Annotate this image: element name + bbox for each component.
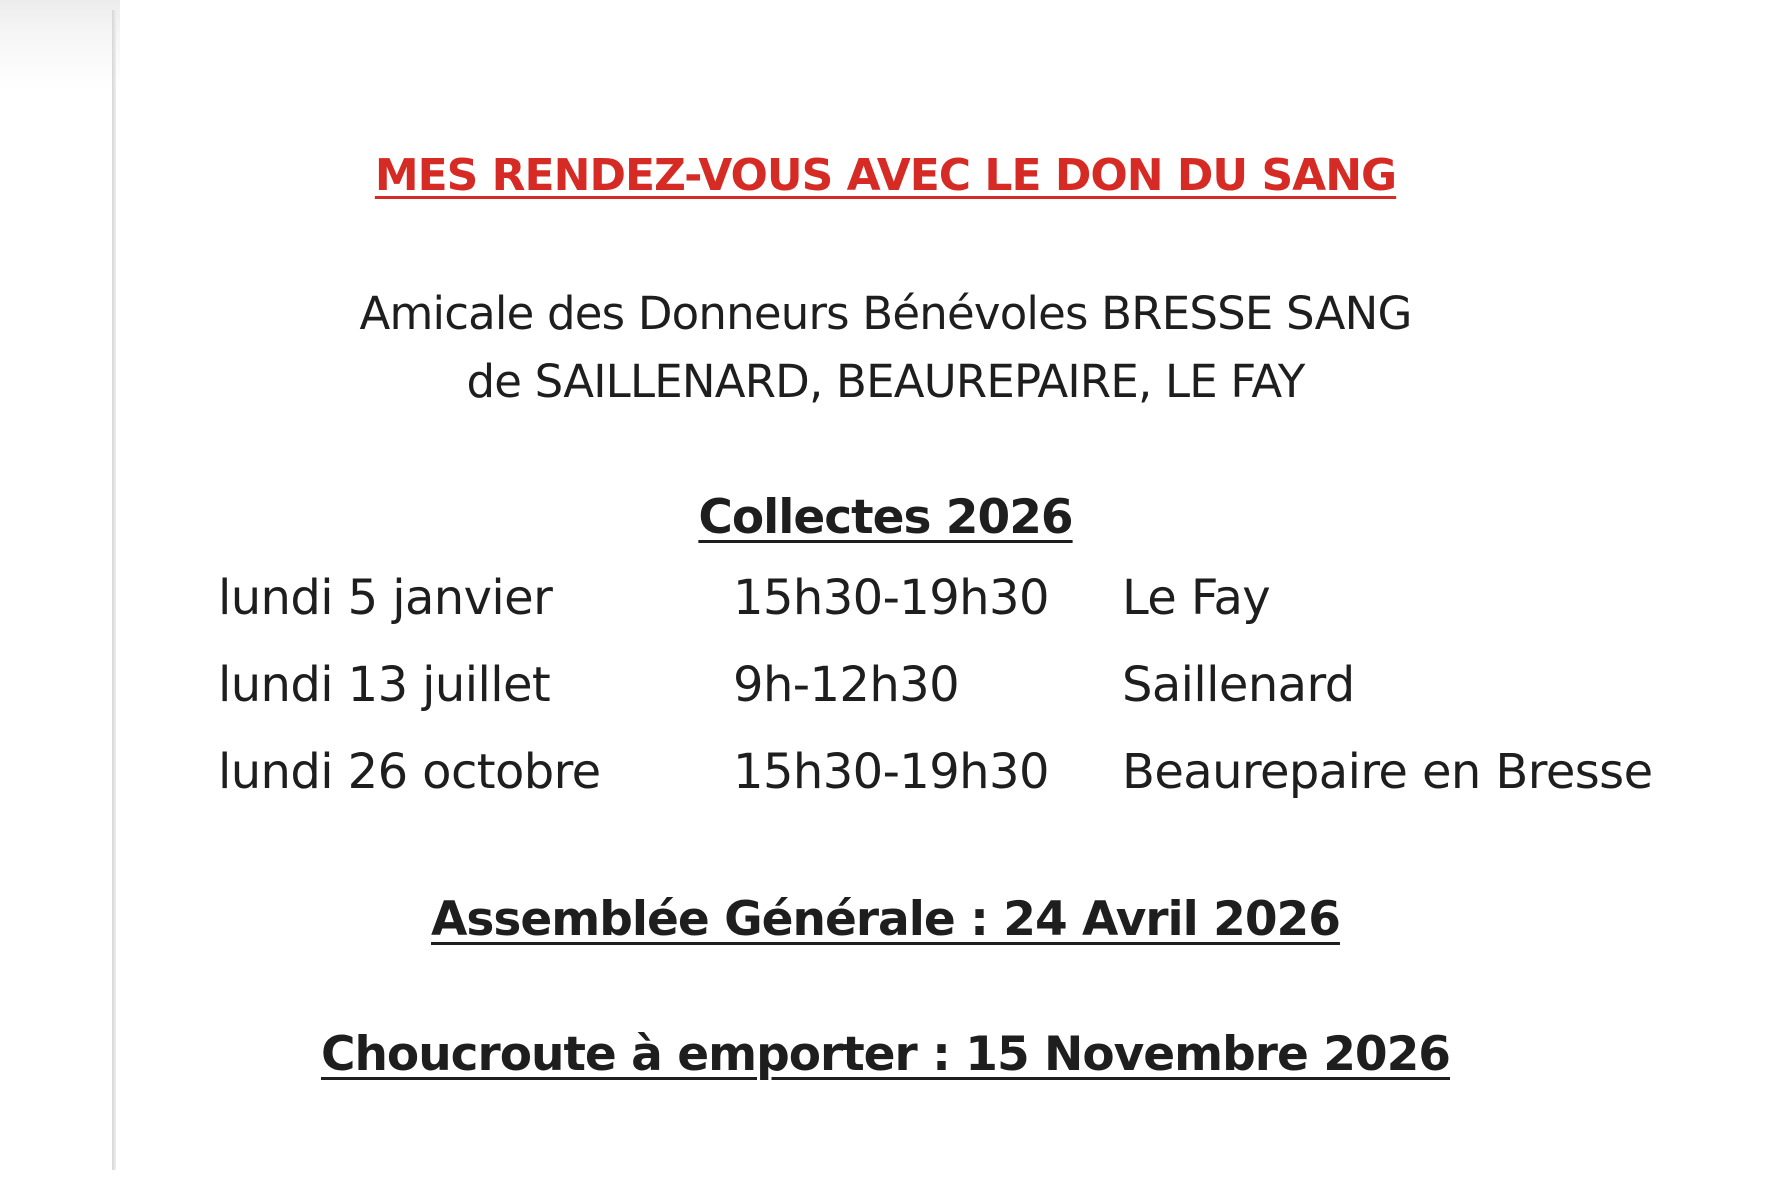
- schedule-time: 15h30-19h30: [733, 744, 1049, 800]
- schedule-time: 15h30-19h30: [733, 570, 1049, 626]
- schedule-place: Saillenard: [1122, 657, 1355, 713]
- collections-schedule: [218, 570, 1698, 831]
- schedule-time: 9h-12h30: [733, 657, 960, 713]
- scan-shadow: [0, 0, 120, 90]
- document-title-text: MES RENDEZ-VOUS AVEC LE DON DU SANG: [374, 150, 1397, 201]
- schedule-row: [218, 570, 1698, 657]
- schedule-place: Le Fay: [1122, 570, 1271, 626]
- collections-heading-text: Collectes 2026: [698, 490, 1073, 545]
- association-name: Amicale des Donneurs Bénévoles BRESSE SANG: [359, 287, 1412, 340]
- schedule-row: [218, 657, 1698, 744]
- schedule-date: lundi 5 janvier: [218, 570, 553, 626]
- choucroute-event: [0, 1027, 1771, 1082]
- association-villages: de SAILLENARD, BEAUREPAIRE, LE FAY: [466, 355, 1305, 408]
- collections-heading: [0, 490, 1771, 545]
- general-assembly-text: Assemblée Générale : 24 Avril 2026: [431, 892, 1340, 947]
- schedule-date: lundi 13 juillet: [218, 657, 551, 713]
- choucroute-event-text: Choucroute à emporter : 15 Novembre 2026: [320, 1027, 1451, 1082]
- general-assembly: [0, 892, 1771, 947]
- document-title: [0, 150, 1771, 201]
- schedule-date: lundi 26 octobre: [218, 744, 601, 800]
- schedule-place: Beaurepaire en Bresse: [1122, 744, 1653, 800]
- schedule-row: [218, 744, 1698, 831]
